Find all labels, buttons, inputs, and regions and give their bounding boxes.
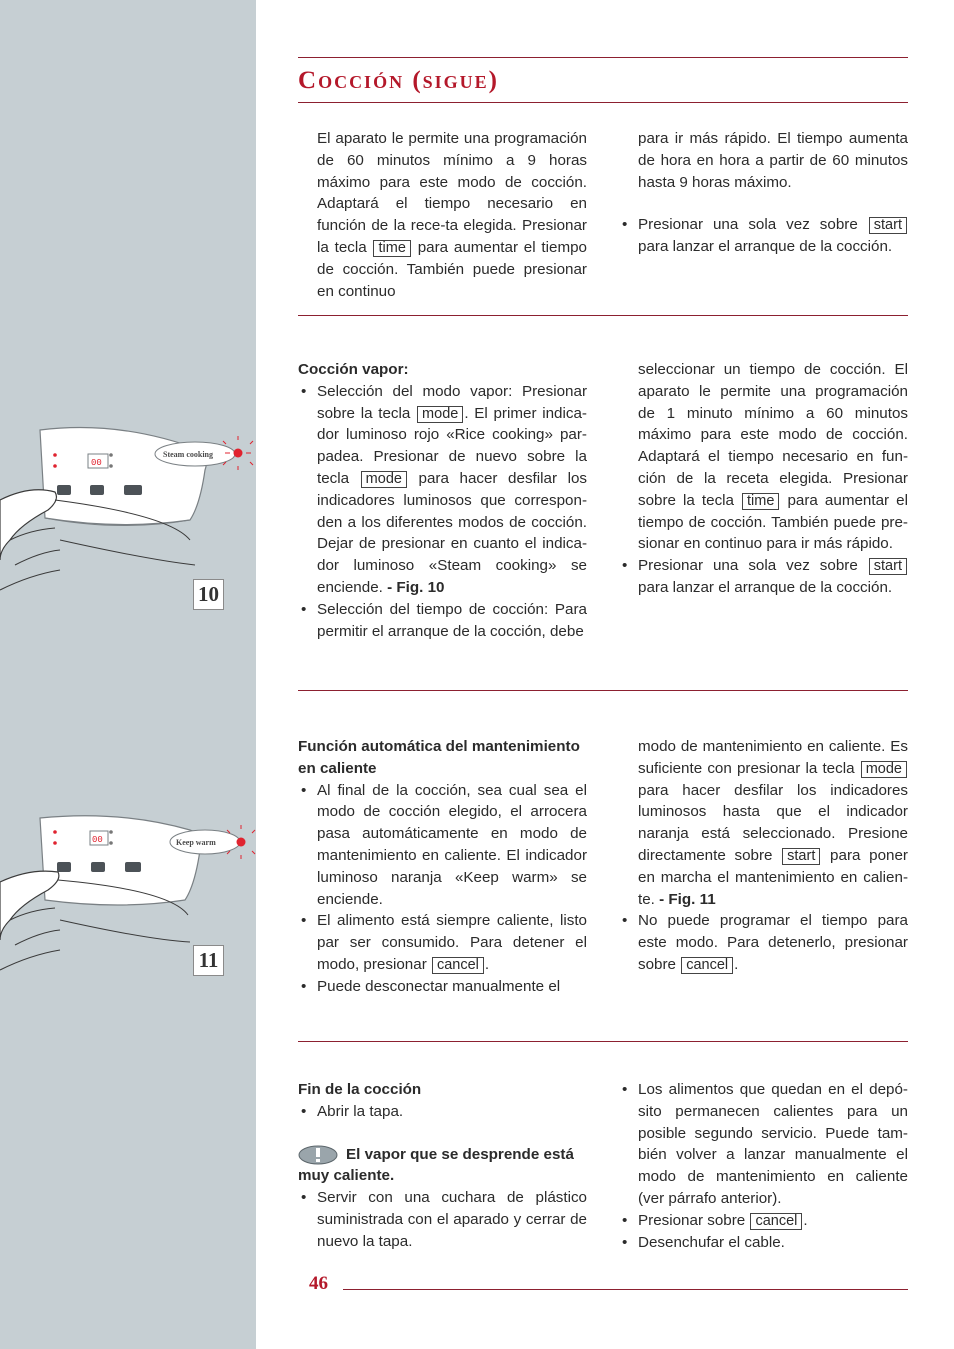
intro-list [638, 214, 908, 258]
keepwarm-right-list [638, 910, 908, 975]
page-number: 46 [309, 1273, 328, 1294]
keepwarm-right-column: modo de mantenimiento en caliente. Es suficiente con presionar la tecla mode para hacer desfilar los indicadores luminosos hasta que el indicador naranja está seleccionado. Presione directamente sobre start para poner en marcha el mantenimiento en calien-te. - Fig. 11 • No puede programar el tiempo para este modo. Para detenerlo, presionar sobre cancel . [638, 736, 908, 976]
section-heading: Fin de la cocción [298, 1081, 422, 1098]
end-left-column [298, 1079, 587, 1253]
mode-key: mode [861, 761, 907, 778]
list-item: • Presionar una sola vez sobre start para lanzar el arranque de la cocción. [619, 555, 908, 599]
intro-right-column: para ir más rápido. El tiempo aumenta de hora en hora a partir de 60 minutos hasta 9 horas máximo. • Presionar una sola vez sobre start para lanzar el arranque de la cocción. [638, 128, 908, 258]
sidebar-band [0, 0, 256, 1349]
steam-left-column [298, 359, 587, 642]
section-divider [298, 315, 908, 316]
steam-cooking-label: Steam cooking [163, 450, 213, 459]
end-list-2 [298, 1187, 587, 1252]
keep-warm-label: Keep warm [176, 838, 216, 847]
list-item: • Los alimentos que quedan en el depó-sito permanecen calientes para un posible segundo servicio. Puede tam-bién volver a lanzar manualmente el modo de mantenimiento en caliente (ver párrafo anterior). [619, 1079, 908, 1210]
end-list [298, 1101, 587, 1123]
time-key: time [373, 240, 410, 257]
footer-rule [343, 1289, 908, 1290]
list-item: • Selección del tiempo de cocción: Para permitir el arranque de la cocción, debe [298, 599, 587, 643]
list-item: • Abrir la tapa. [298, 1101, 587, 1123]
list-item: • Desenchufar el cable. [619, 1232, 908, 1254]
time-key: time [742, 493, 779, 510]
start-key: start [869, 558, 907, 575]
title-rule-bottom [298, 102, 908, 103]
section-divider [298, 690, 908, 691]
steam-right-column: seleccionar un tiempo de cocción. El aparato le permite una programación de 1 minuto mínimo a 60 minutos máximo para este modo de cocción. Adaptará el tiempo necesario en fun-ción de la receta elegida. Presionar sobre la tecla time para aumentar el tiempo de cocción. También puede pre-sionar en continuo para ir más rápido. • Presionar una sola vez sobre start para lanzar el arranque de la cocción. [638, 359, 908, 599]
list-item: • Servir con una cuchara de plástico suministrada con el aparado y cerrar de nuevo la tapa. [298, 1187, 587, 1252]
list-item: • No puede programar el tiempo para este modo. Para detenerlo, presionar sobre cancel . [619, 910, 908, 975]
mode-key: mode [417, 406, 463, 423]
keepwarm-left-column [298, 736, 587, 998]
list-item: • Presionar sobre cancel . [619, 1210, 908, 1232]
cancel-key: cancel [681, 957, 733, 974]
svg-text:00: 00 [92, 835, 103, 845]
figure-11-number: 11 [193, 945, 224, 976]
warning-note: El vapor que se desprende está muy caliente. [298, 1145, 574, 1185]
end-right-list [638, 1079, 908, 1253]
steam-list [298, 381, 587, 643]
start-key: start [782, 848, 820, 865]
list-item: • Selección del modo vapor: Presionar sobre la tecla mode . El primer indica-dor luminoso rojo «Rice cooking» par-padea. Presionar de nuevo sobre la tecla mode para hacer desfilar los indicadores luminosos que correspon-den a los diferentes modos de cocción. Dejar de presionar en cuanto el indica-dor luminoso «Steam cooking» se enciende. - Fig. 10 [298, 381, 587, 599]
title-rule-top [298, 57, 908, 58]
section-divider [298, 1041, 908, 1042]
cancel-key: cancel [750, 1213, 802, 1230]
section-heading: Cocción vapor: [298, 361, 409, 378]
steam-right-list [638, 555, 908, 599]
list-item: • El alimento está siempre caliente, listo par ser consumido. Para detener el modo, presionar cancel . [298, 910, 587, 975]
mode-key: mode [361, 471, 407, 488]
list-item: • Presionar una sola vez sobre start para lanzar el arranque de la cocción. [619, 214, 908, 258]
list-item: • Al final de la cocción, sea cual sea el modo de cocción elegido, el arrocera pasa automáticamente en modo de mantenimiento en caliente. El indicador luminoso naranja «Keep warm» se enciende. [298, 780, 587, 911]
page-title: Cocción (sigue) [298, 67, 499, 94]
list-item: • Puede desconectar manualmente el [298, 976, 587, 998]
intro-left-column: El aparato le permite una programación de 60 minutos mínimo a 9 horas máximo para este modo de cocción. Adaptará el tiempo necesario en función de la rece-ta elegida. Presionar la tecla time para aumentar el tiempo de cocción. También puede presionar en continuo [317, 130, 587, 300]
section-heading: Función automática del mantenimiento en caliente [298, 738, 580, 777]
svg-text:00: 00 [91, 458, 102, 468]
start-key: start [869, 217, 907, 234]
warning-icon [298, 1145, 338, 1165]
keepwarm-list [298, 780, 587, 998]
end-right-column [638, 1079, 908, 1253]
cancel-key: cancel [432, 957, 484, 974]
figure-10-number: 10 [193, 579, 224, 610]
